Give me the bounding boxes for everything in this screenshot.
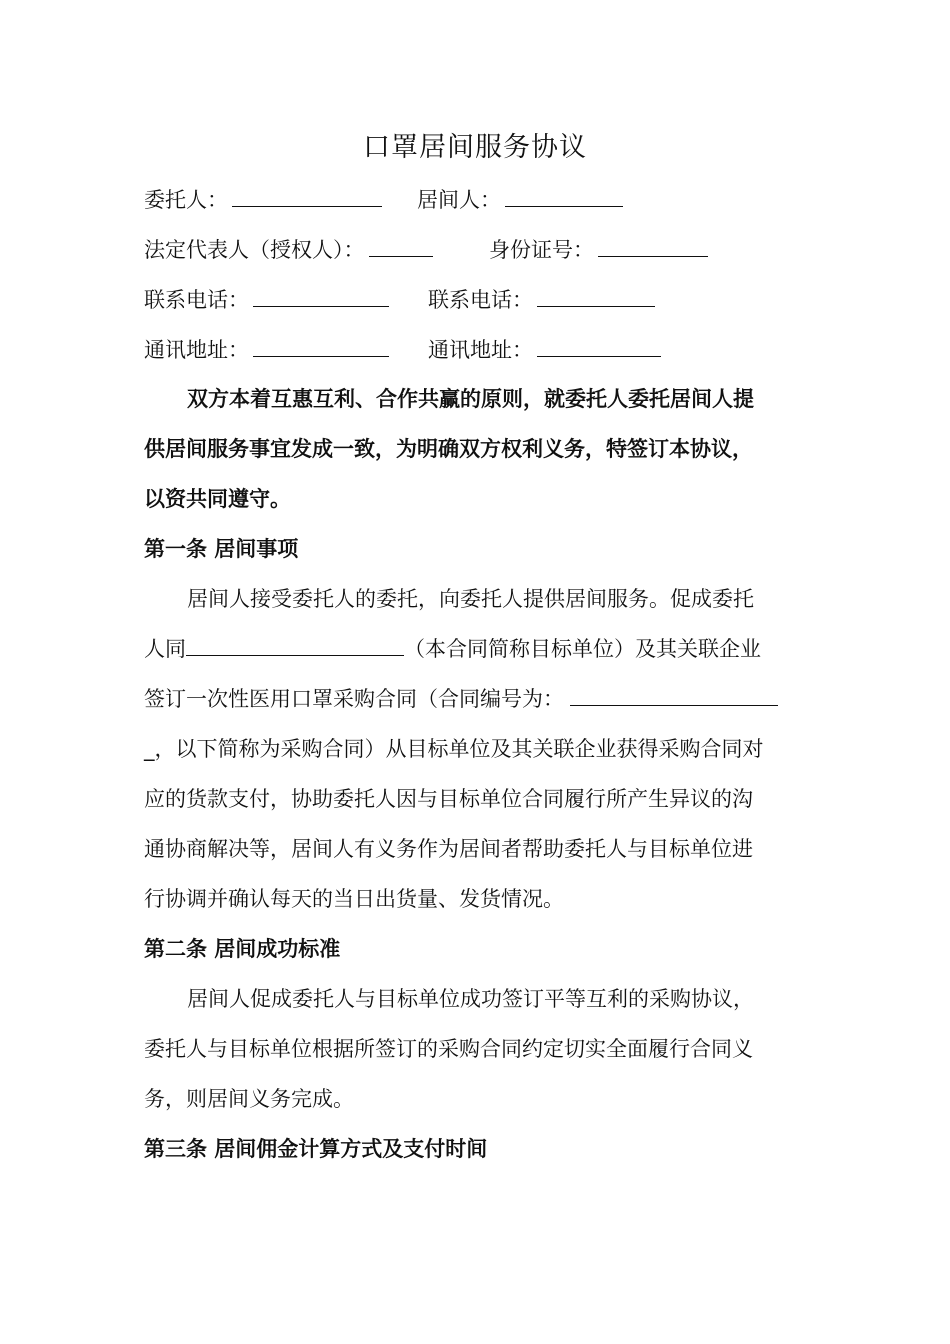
address-blank-2[interactable]: [537, 334, 661, 357]
legal-rep-field: [144, 234, 433, 265]
address-field-1: [144, 334, 389, 365]
article1-heading: 第一条 居间事项: [144, 537, 299, 561]
article1-line-5: 应的货款支付，协助委托人因与目标单位合同履行所产生异议的沟: [144, 787, 753, 811]
broker-field: [417, 184, 623, 215]
legal-rep-blank[interactable]: [369, 234, 433, 257]
phone-label-2: 联系电话：: [428, 288, 533, 312]
article2-heading: 第二条 居间成功标准: [144, 937, 341, 961]
article1-line-1: 居间人接受委托人的委托，向委托人提供居间服务。促成委托: [187, 587, 754, 611]
article3-heading: 第三条 居间佣金计算方式及支付时间: [144, 1137, 488, 1161]
document-title: 口罩居间服务协议: [363, 132, 587, 163]
preamble-line-3: 以资共同遵守。: [144, 487, 291, 511]
id-number-label: 身份证号：: [489, 238, 594, 262]
article2-line-2: 委托人与目标单位根据所签订的采购合同约定切实全面履行合同义: [144, 1037, 753, 1061]
article2-line-1: 居间人促成委托人与目标单位成功签订平等互利的采购协议，: [187, 987, 754, 1011]
preamble-line-2: 供居间服务事宜发成一致，为明确双方权利义务，特签订本协议，: [144, 437, 753, 461]
article1-line-2b: （本合同简称目标单位）及其关联企业: [404, 637, 761, 661]
principal-blank[interactable]: [232, 184, 382, 207]
phone-field-1: [144, 284, 389, 315]
article1-line-7: 行协调并确认每天的当日出货量、发货情况。: [144, 887, 564, 911]
article2-line-3: 务，则居间义务完成。: [144, 1087, 354, 1111]
principal-label: 委托人：: [144, 188, 228, 212]
broker-blank[interactable]: [505, 184, 623, 207]
target-unit-blank[interactable]: [186, 635, 404, 656]
article1-line-2a: 人同: [144, 637, 186, 661]
legal-rep-label: 法定代表人（授权人）：: [144, 238, 365, 262]
preamble-line-1: 双方本着互惠互利、合作共赢的原则，就委托人委托居间人提: [187, 387, 754, 411]
address-field-2: [428, 334, 661, 365]
phone-field-2: [428, 284, 655, 315]
article1-line-3-text: 签订一次性医用口罩采购合同（合同编号为：: [144, 687, 564, 711]
article1-line-2: [144, 634, 761, 664]
id-number-field: [489, 234, 708, 265]
article1-line-4: _，以下简称为采购合同）从目标单位及其关联企业获得采购合同对: [144, 737, 764, 761]
address-label-2: 通讯地址：: [428, 338, 533, 362]
id-number-blank[interactable]: [598, 234, 708, 257]
phone-label-1: 联系电话：: [144, 288, 249, 312]
broker-label: 居间人：: [417, 188, 501, 212]
principal-field: [144, 184, 382, 215]
contract-number-blank[interactable]: [570, 685, 778, 706]
article1-line-3: [144, 684, 778, 714]
article1-line-6: 通协商解决等，居间人有义务作为居间者帮助委托人与目标单位进: [144, 837, 753, 861]
address-label-1: 通讯地址：: [144, 338, 249, 362]
address-blank-1[interactable]: [253, 334, 389, 357]
phone-blank-2[interactable]: [537, 284, 655, 307]
phone-blank-1[interactable]: [253, 284, 389, 307]
